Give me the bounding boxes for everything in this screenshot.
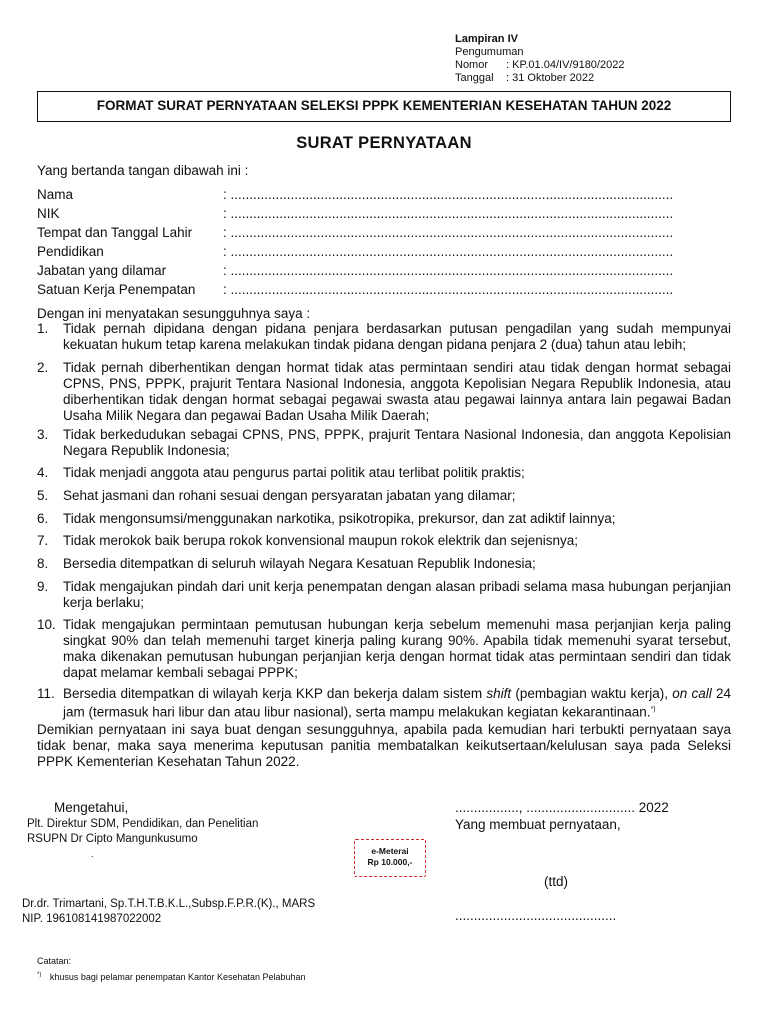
item-number: 7.	[37, 533, 49, 548]
list-item	[37, 511, 731, 527]
field-dots-satuan-kerja: : ......................................................................................................................	[223, 282, 674, 297]
item-text: Tidak merokok baik berupa rokok konvensional maupun rokok elektrik dan sejenisnya;	[63, 533, 579, 548]
item-text: Tidak pernah dipidana dengan pidana penjara berdasarkan putusan pengadilan yang sudah mempunyai kekuatan hukum tetap karena melakukan tindak pidana dengan pidana penjara 2 (dua) tahun atau lebih;	[63, 321, 731, 352]
signature-dot: .	[91, 849, 94, 859]
notes-text: khusus bagi pelamar penempatan Kantor Kesehatan Pelabuhan	[49, 972, 306, 982]
attachment-label: Lampiran IV	[455, 33, 518, 45]
item-text: Bersedia ditempatkan di seluruh wilayah Negara Kesatuan Republik Indonesia;	[63, 556, 536, 571]
announcement-label: Pengumuman	[455, 46, 524, 58]
attachment-header	[455, 33, 624, 85]
ttd-label: (ttd)	[544, 874, 569, 889]
list-item	[37, 427, 731, 459]
date-label: Tanggal	[455, 72, 494, 84]
field-dots-nama: : ......................................................................................................................	[223, 187, 674, 202]
acknowledged-label: Mengetahui,	[54, 800, 129, 815]
official-position-line1: Plt. Direktur SDM, Pendidikan, dan Penelitian	[27, 818, 259, 830]
list-item	[37, 360, 731, 424]
number-row	[455, 59, 624, 72]
item-number: 2.	[37, 360, 49, 375]
item-number: 1.	[37, 321, 49, 336]
item11-shift: shift	[486, 686, 512, 701]
list-item	[37, 556, 731, 572]
statement-maker-label: Yang membuat pernyataan,	[455, 817, 621, 832]
e-meterai-stamp	[354, 839, 426, 877]
e-meterai-title: e-Meterai	[371, 846, 409, 856]
field-label-nik: NIK	[37, 206, 60, 221]
field-dots-nik: : ......................................................................................................................	[223, 206, 674, 221]
item-number: 8.	[37, 556, 49, 571]
list-item	[37, 579, 731, 611]
item-text: Tidak mengajukan permintaan pemutusan hubungan kerja sebelum memenuhi masa perjanjian kerja paling singkat 90% dan telah memenuhi target kinerja paling kurang 90%. Apabila tidak memenuhi syarat tersebut, maka dikenakan pemutusan hubungan perjanjian kerja dengan hormat tidak atas permintaan sendiri dan tidak dapat melamar kembali sebagai PPPK;	[63, 617, 731, 680]
official-name: Dr.dr. Trimartani, Sp.T.H.T.B.K.L.,Subsp.F.P.R.(K)., MARS	[22, 898, 316, 910]
item-text: Tidak pernah diberhentikan dengan hormat tidak atas permintaan sendiri atau tidak dengan hormat sebagai CPNS, PNS, PPPK, prajurit Tentara Nasional Indonesia, anggota Kepolisian Negara Republik Indonesia, atau diberhentikan tidak dengan hormat sebagai pegawai swasta atau pegawai lainnya antara lain pegawai Badan Usaha Milik Negara dan pegawai Badan Usaha Milik Daerah;	[63, 360, 731, 423]
field-dots-pendidikan: : ......................................................................................................................	[223, 244, 674, 259]
date-value: : 31 Oktober 2022	[506, 72, 595, 84]
e-meterai-value: Rp 10.000,-	[367, 857, 413, 867]
item-number: 9.	[37, 579, 49, 594]
item-number: 5.	[37, 488, 49, 503]
footnote-marker: *)	[650, 706, 656, 713]
official-nip: NIP. 196108141987022002	[22, 913, 162, 925]
field-label-jabatan: Jabatan yang dilamar	[37, 263, 167, 278]
number-value: : KP.01.04/IV/9180/2022	[506, 59, 625, 71]
list-item	[37, 533, 731, 549]
item-number: 3.	[37, 427, 49, 442]
list-item	[37, 321, 731, 353]
item-number: 11.	[37, 686, 55, 701]
closing-paragraph: Demikian pernyataan ini saya buat dengan sesungguhnya, apabila pada kemudian hari terbukti pernyataan saya tidak benar, maka saya menerima keputusan panitia membatalkan keikutsertaan/kelulusan saya pada Seleksi PPPK Kementerian Kesehatan Tahun 2022.	[37, 722, 731, 769]
item11-part1: Bersedia ditempatkan di wilayah kerja KKP dan bekerja dalam sistem	[63, 686, 487, 701]
field-dots-ttl: : ......................................................................................................................	[223, 225, 674, 240]
item11-part2: (pembagian waktu kerja),	[511, 686, 673, 701]
item-text: Tidak berkedudukan sebagai CPNS, PNS, PPPK, prajurit Tentara Nasional Indonesia, dan anggota Kepolisian Negara Republik Indonesia;	[63, 427, 731, 458]
list-item	[37, 617, 731, 681]
list-item	[37, 686, 731, 721]
item11-part3: 24 jam (termasuk hari libur dan atau libur nasional), serta mampu melakukan kegiatan kekarantinaan.	[63, 686, 731, 720]
date-row	[455, 72, 624, 85]
item-text: Tidak mengajukan pindah dari unit kerja penempatan dengan alasan pribadi selama masa hubungan perjanjian kerja berlaku;	[63, 579, 731, 610]
notes-marker: *)	[37, 972, 42, 978]
field-label-pendidikan: Pendidikan	[37, 244, 104, 259]
notes-item	[37, 969, 306, 984]
notes-title: Catatan:	[37, 956, 72, 966]
number-label: Nomor	[455, 59, 489, 71]
item-text: Sehat jasmani dan rohani sesuai dengan persyaratan jabatan yang dilamar;	[63, 488, 516, 503]
item-number: 6.	[37, 511, 49, 526]
format-title-box: FORMAT SURAT PERNYATAAN SELEKSI PPPK KEMENTERIAN KESEHATAN TAHUN 2022	[37, 91, 731, 122]
field-label-ttl: Tempat dan Tanggal Lahir	[37, 225, 193, 240]
item-text: Tidak menjadi anggota atau pengurus partai politik atau terlibat politik praktis;	[63, 465, 525, 480]
item-number: 10.	[37, 617, 56, 632]
item11-oncall: on call	[672, 686, 712, 701]
item-text: Tidak mengonsumsi/menggunakan narkotika, psikotropika, prekursor, dan zat adiktif lainnya;	[63, 511, 616, 526]
item-text	[63, 686, 731, 721]
list-item	[37, 465, 731, 481]
field-label-satuan-kerja: Satuan Kerja Penempatan	[37, 282, 196, 297]
place-date-line: ................., ............................. 2022	[455, 800, 669, 815]
document-title: SURAT PERNYATAAN	[296, 134, 472, 152]
intro-text: Yang bertanda tangan dibawah ini :	[37, 163, 249, 178]
list-item	[37, 488, 731, 504]
field-dots-jabatan: : ......................................................................................................................	[223, 263, 674, 278]
field-label-nama: Nama	[37, 187, 74, 202]
statement-intro: Dengan ini menyatakan sesungguhnya saya :	[37, 306, 311, 321]
item-number: 4.	[37, 465, 49, 480]
maker-name-line: ...........................................	[455, 908, 617, 923]
official-position-line2: RSUPN Dr Cipto Mangunkusumo	[27, 833, 198, 845]
